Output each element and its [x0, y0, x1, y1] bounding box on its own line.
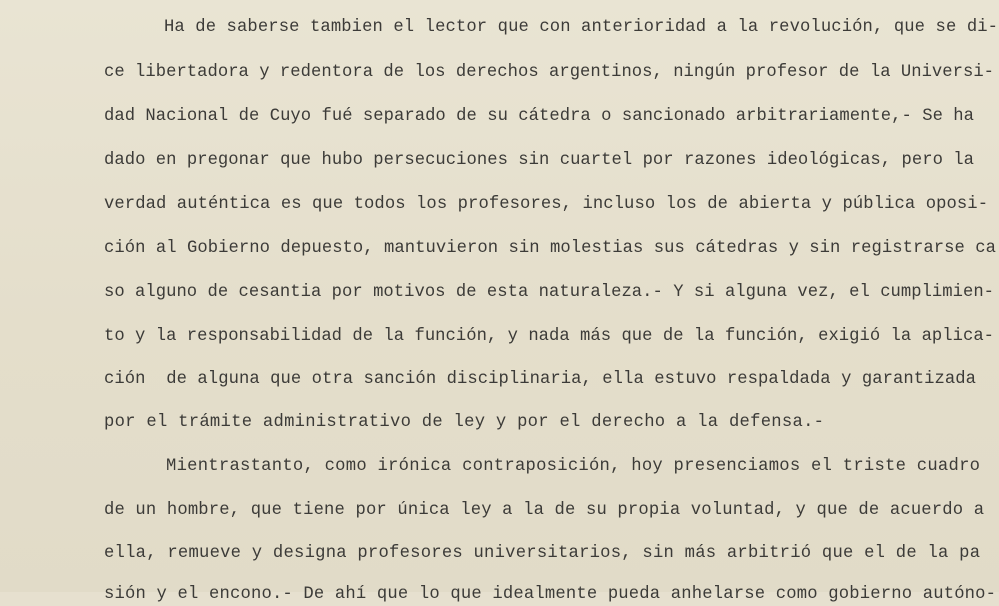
- text-line: dad Nacional de Cuyo fué separado de su cátedra o sancionado arbitrariamente,- Se ha: [104, 107, 975, 126]
- text-line: verdad auténtica es que todos los profesores, incluso los de abierta y pública oposi-: [104, 195, 989, 214]
- text-line: sión y el encono.- De ahí que lo que idealmente pueda anhelarse como gobierno autóno-: [104, 585, 997, 604]
- text-line: por el trámite administrativo de ley y por el derecho a la defensa.-: [104, 413, 825, 432]
- text-line: to y la responsabilidad de la función, y nada más que de la función, exigió la aplica-: [104, 327, 995, 346]
- text-line: ción de alguna que otra sanción disciplinaria, ella estuvo respaldada y garantizada: [104, 370, 977, 389]
- text-line: dado en pregonar que hubo persecuciones sin cuartel por razones ideológicas, pero la: [104, 151, 975, 170]
- text-line: ella, remueve y designa profesores universitarios, sin más arbitrió que el de la pa: [104, 544, 981, 563]
- text-line: so alguno de cesantia por motivos de esta naturaleza.- Y si alguna vez, el cumplimien-: [104, 283, 995, 302]
- text-line: ción al Gobierno depuesto, mantuvieron sin molestias sus cátedras y sin registrarse ca: [104, 239, 997, 258]
- text-line: ce libertadora y redentora de los derechos argentinos, ningún profesor de la Universi-: [104, 63, 995, 82]
- text-line: Mientrastanto, como irónica contraposición, hoy presenciamos el triste cuadro: [166, 457, 981, 476]
- text-line: Ha de saberse tambien el lector que con anterioridad a la revolución, que se di-: [164, 18, 999, 37]
- text-line: de un hombre, que tiene por única ley a la de su propia voluntad, y que de acuerdo a: [104, 501, 985, 520]
